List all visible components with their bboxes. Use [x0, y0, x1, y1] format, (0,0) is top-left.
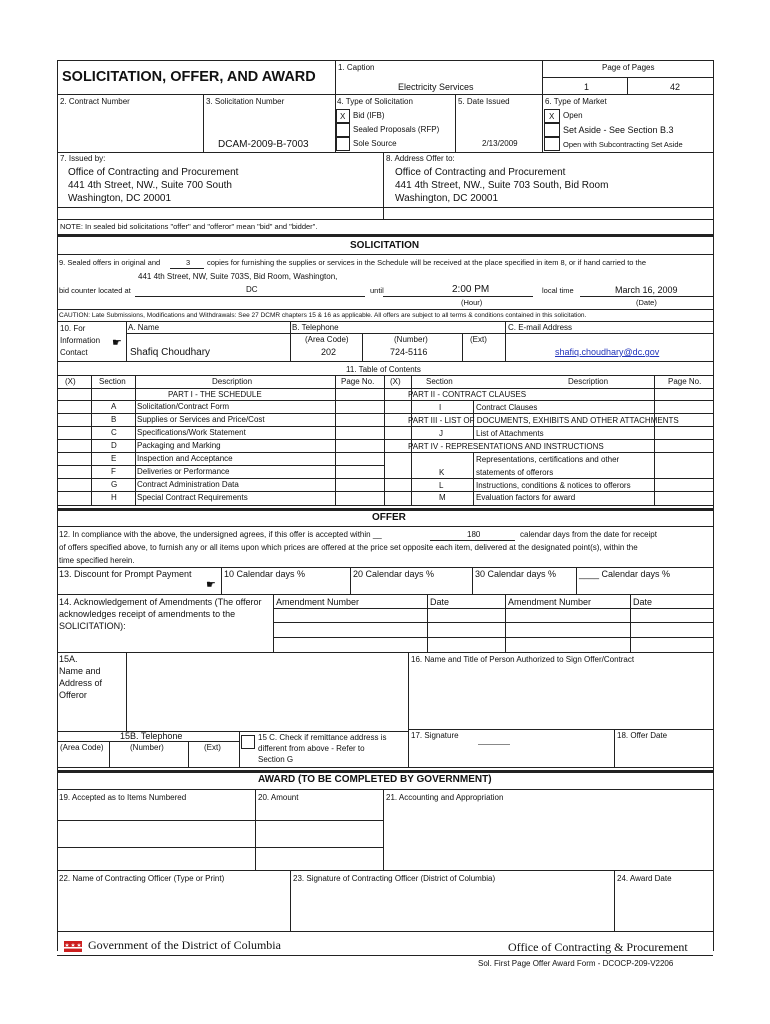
- info-contact-label: Information: [60, 336, 101, 345]
- rule: [57, 505, 713, 506]
- remittance-label: different from above - Refer to: [258, 744, 365, 753]
- rule: [57, 152, 713, 153]
- total-pages: 42: [670, 82, 681, 92]
- rule: [576, 567, 577, 594]
- rule: [126, 321, 127, 361]
- discount-custom-days: ____ Calendar days %: [579, 569, 671, 579]
- phone-number: 724-5116: [390, 347, 428, 357]
- rule: [57, 955, 713, 956]
- rule: [57, 526, 713, 527]
- rule: [455, 94, 456, 153]
- rule: [273, 622, 713, 623]
- amount-label: 20. Amount: [258, 793, 299, 802]
- authorized-person-label: 16. Name and Title of Person Authorized to Sign Offer/Contract: [411, 655, 635, 664]
- rule: [239, 731, 240, 767]
- toc-row-section: K: [439, 468, 445, 477]
- remittance-label: Section G: [258, 755, 294, 764]
- toc-row-section: G: [111, 480, 118, 489]
- hour-label: (Hour): [461, 298, 483, 307]
- toc-row-description: statements of offerors: [476, 468, 554, 477]
- bid-counter-label: bid counter located at: [59, 286, 131, 295]
- caption-label: 1. Caption: [338, 63, 375, 72]
- toc-row-section: M: [439, 493, 446, 502]
- checkbox-mark: X: [340, 112, 346, 121]
- rule: [203, 94, 204, 153]
- toc-row-description: List of Attachments: [476, 429, 544, 438]
- amendment-date-header: Date: [633, 597, 653, 607]
- toc-part3: PART III - LIST OF DOCUMENTS, EXHIBITS AND OTHER ATTACHMENTS: [408, 416, 679, 425]
- rule: [57, 375, 713, 376]
- form-title: SOLICITATION, OFFER, AND AWARD: [62, 69, 316, 85]
- rule: [57, 741, 239, 742]
- pointing-hand-icon: ☛: [112, 337, 122, 349]
- offeror-label: Address of: [59, 678, 103, 688]
- rule: [384, 439, 713, 440]
- issued-by-label: 7. Issued by:: [60, 154, 106, 163]
- rule: [362, 333, 363, 361]
- telephone-label: B. Telephone: [292, 323, 339, 332]
- rule: [57, 789, 713, 790]
- area-code-label: (Area Code): [305, 335, 349, 344]
- toc-col-x: (X): [65, 377, 76, 386]
- offeror-number-label: (Number): [130, 743, 164, 752]
- rule: [57, 321, 713, 322]
- toc-row-section: H: [111, 493, 117, 502]
- toc-row: [57, 452, 335, 465]
- toc-col-x: (X): [390, 377, 401, 386]
- rule: [505, 594, 506, 652]
- item12-text: time specified herein.: [59, 556, 135, 565]
- signature-line[interactable]: [478, 744, 510, 745]
- rule: [430, 540, 515, 541]
- offeror-label: Name and: [59, 666, 101, 676]
- rule: [57, 931, 713, 932]
- rule: [384, 375, 385, 505]
- offeror-label: Offeror: [59, 690, 87, 700]
- rule: [57, 309, 713, 310]
- toc-col-description: Description: [568, 377, 609, 386]
- toc-row: [57, 400, 335, 413]
- toc-row-description: Solicitation/Contract Form: [137, 402, 230, 411]
- rule: [290, 321, 291, 361]
- discount-label: 13. Discount for Prompt Payment: [59, 569, 192, 579]
- place-line: 441 4th Street, NW, Suite 703S, Bid Room, Washington,: [138, 272, 338, 281]
- toc-col-description: Description: [212, 377, 253, 386]
- rule: [57, 413, 384, 414]
- rule: [57, 491, 384, 492]
- toc-row: [57, 413, 335, 426]
- sol-type-rfp: Sealed Proposals (RFP): [353, 125, 440, 134]
- rule: [57, 508, 713, 511]
- toc-part1: PART I - THE SCHEDULE: [168, 390, 262, 399]
- item12-text: calendar days from the date for receipt: [520, 530, 657, 539]
- rule: [57, 652, 713, 653]
- item9-text: 9. Sealed offers in original and: [59, 258, 161, 267]
- issued-by-line: 441 4th Street, NW., Suite 700 South: [68, 180, 232, 191]
- address-offer-line: Office of Contracting and Procurement: [395, 167, 566, 178]
- sol-type-bid: Bid (IFB): [353, 111, 385, 120]
- rule: [57, 770, 713, 773]
- rule: [170, 268, 204, 269]
- toc-part4: PART IV - REPRESENTATIONS AND INSTRUCTIONS: [408, 442, 604, 451]
- dc-flag-svg: [64, 941, 82, 952]
- rule: [57, 465, 384, 466]
- rule: [109, 741, 110, 767]
- discount-30-days: 30 Calendar days %: [475, 569, 557, 579]
- toc-row-section: J: [439, 429, 443, 438]
- info-contact-label: Contact: [60, 348, 88, 357]
- rule: [57, 361, 713, 362]
- item12-text: 12. In compliance with the above, the undersigned agrees, if this offer is accepted within __: [59, 530, 382, 539]
- rule: [427, 594, 428, 652]
- government-name: Government of the District of Columbia: [88, 938, 281, 952]
- rule: [383, 152, 384, 219]
- rule: [384, 452, 713, 453]
- offer-date-label: 18. Offer Date: [617, 731, 668, 740]
- rule: [654, 375, 655, 505]
- ext-label: (Ext): [470, 335, 487, 344]
- rule: [408, 729, 713, 730]
- rule: [57, 567, 713, 568]
- info-contact-label: 10. For: [60, 324, 86, 333]
- rule: [350, 567, 351, 594]
- rule: [384, 413, 713, 414]
- toc-row-description: Specifications/Work Statement: [137, 428, 246, 437]
- rule: [57, 731, 408, 732]
- rule: [384, 426, 713, 427]
- contracting-officer-signature-label: 23. Signature of Contracting Officer (District of Columbia): [293, 874, 496, 883]
- market-set-aside: Set Aside - See Section B.3: [563, 125, 674, 135]
- rule: [57, 254, 713, 255]
- solicitation-heading: SOLICITATION: [350, 240, 420, 251]
- rule: [188, 741, 189, 767]
- date-label: (Date): [636, 298, 657, 307]
- copies-count: 3: [186, 258, 191, 267]
- offeror-ext-label: (Ext): [204, 743, 221, 752]
- rule: [57, 219, 713, 220]
- type-of-solicitation-label: 4. Type of Solicitation: [337, 97, 413, 106]
- sol-type-sole: Sole Source: [353, 139, 397, 148]
- rule: [57, 847, 383, 848]
- place-line: DC: [246, 285, 258, 294]
- award-date-label: 24. Award Date: [617, 874, 672, 883]
- rule: [57, 594, 713, 595]
- issued-by-line: Office of Contracting and Procurement: [68, 167, 239, 178]
- area-code: 202: [321, 347, 337, 357]
- type-of-market-label: 6. Type of Market: [545, 97, 607, 106]
- caption-value: Electricity Services: [398, 82, 474, 92]
- discount-20-days: 20 Calendar days %: [353, 569, 435, 579]
- receipt-date: March 16, 2009: [615, 285, 678, 295]
- subcontracting-checkbox[interactable]: [544, 137, 560, 151]
- sole-source-checkbox[interactable]: [336, 137, 350, 151]
- offeror-telephone-label: 15B. Telephone: [120, 731, 183, 741]
- rule: [290, 870, 291, 931]
- toc-row-description: Inspection and Acceptance: [137, 454, 233, 463]
- toc-row: [57, 465, 335, 478]
- toc-row-description: Packaging and Marking: [137, 441, 221, 450]
- rule: [580, 296, 713, 297]
- toc-row-section: I: [439, 403, 442, 412]
- rule: [472, 567, 473, 594]
- ack-amendments-label: acknowledges receipt of amendments to the: [59, 609, 236, 619]
- rule: [542, 60, 543, 153]
- rule: [713, 60, 714, 951]
- rule: [630, 594, 631, 652]
- toc-row-description: Contract Clauses: [476, 403, 538, 412]
- rule: [614, 729, 615, 767]
- address-offer-line: 441 4th Street, NW., Suite 703 South, Bid Room: [395, 180, 609, 191]
- rule: [384, 491, 713, 492]
- rule: [221, 567, 222, 594]
- office-name: Office of Contracting & Procurement: [508, 940, 688, 954]
- contact-name: Shafiq Choudhary: [130, 347, 211, 358]
- rule: [57, 388, 713, 389]
- contact-name-label: A. Name: [128, 323, 160, 332]
- toc-col-section: Section: [99, 377, 126, 386]
- accounting-label: 21. Accounting and Appropriation: [386, 793, 504, 802]
- rule: [273, 608, 713, 609]
- toc-row: [57, 426, 335, 439]
- note: NOTE: In sealed bid solicitations "offer" and "offeror" mean "bid" and "bidder".: [60, 222, 318, 231]
- market-open: Open: [563, 111, 583, 120]
- rule: [383, 789, 384, 871]
- local-time-label: local time: [542, 286, 574, 295]
- open-market-checkbox[interactable]: [544, 109, 560, 123]
- toc-row-section: L: [439, 481, 444, 490]
- toc-row-section: E: [111, 454, 117, 463]
- toc-row: [57, 491, 335, 504]
- receipt-time: 2:00 PM: [452, 284, 490, 295]
- contact-email-link[interactable]: shafiq.choudhary@dc.gov: [555, 347, 660, 357]
- rule: [384, 478, 713, 479]
- toc-col-page: Page No.: [668, 377, 702, 386]
- toc-row-description: Contract Administration Data: [137, 480, 239, 489]
- rule: [462, 333, 463, 361]
- bid-ifb-checkbox[interactable]: [336, 109, 350, 123]
- contracting-officer-name-label: 22. Name of Contracting Officer (Type or Print): [59, 874, 225, 883]
- issued-by-line: Washington, DC 20001: [68, 193, 172, 204]
- offeror-label: 15A.: [59, 654, 78, 664]
- toc-row-description: Representations, certifications and other: [476, 455, 620, 464]
- toc-row-description: Supplies or Services and Price/Cost: [137, 415, 265, 424]
- acceptance-days: 180: [467, 530, 481, 539]
- amendment-number-header: Amendment Number: [276, 597, 360, 607]
- page-of-pages-label: Page of Pages: [602, 63, 655, 72]
- rule: [57, 426, 384, 427]
- rule: [57, 820, 383, 821]
- page-number: 1: [584, 82, 590, 92]
- toc-row-description: Deliveries or Performance: [137, 467, 230, 476]
- email-label: C. E-mail Address: [508, 323, 573, 332]
- toc-row-section: F: [111, 467, 116, 476]
- toc-part2: PART II - CONTRACT CLAUSES: [408, 390, 527, 399]
- discount-10-days: 10 Calendar days %: [224, 569, 306, 579]
- rule: [135, 296, 365, 297]
- set-aside-checkbox[interactable]: [544, 123, 560, 137]
- rule: [57, 767, 713, 768]
- toc-row-section: B: [111, 415, 117, 424]
- item9-text: copies for furnishing the supplies or services in the Schedule will be received at the place specified in item 8, or if hand carried to the: [207, 258, 646, 267]
- checkbox-mark: X: [549, 112, 555, 121]
- rule: [273, 594, 274, 652]
- rule: [126, 333, 713, 334]
- amendment-number-header: Amendment Number: [508, 597, 592, 607]
- item12-text: of offers specified above, to furnish any or all items upon which prices are offered at the price set opposite each item, delivered at the designated point(s), within the: [59, 543, 638, 552]
- rule: [408, 652, 409, 767]
- dc-flag-icon: [64, 939, 82, 950]
- until-label: until: [370, 286, 384, 295]
- toc-row: [57, 439, 335, 452]
- rule: [57, 60, 713, 61]
- toc-row-description: Instructions, conditions & notices to offerors: [476, 481, 631, 490]
- solicitation-number: DCAM-2009-B-7003: [218, 139, 309, 150]
- rule: [57, 478, 384, 479]
- award-heading: AWARD (TO BE COMPLETED BY GOVERNMENT): [258, 774, 492, 785]
- rule: [57, 452, 384, 453]
- toc-row-section: A: [111, 402, 117, 411]
- rule: [255, 789, 256, 871]
- rule: [57, 94, 713, 95]
- toc-heading: 11. Table of Contents: [346, 365, 421, 374]
- toc-row-section: C: [111, 428, 117, 437]
- rule: [57, 234, 713, 237]
- rule: [335, 375, 336, 505]
- number-label: (Number): [394, 335, 428, 344]
- ack-amendments-label: SOLICITATION):: [59, 621, 126, 631]
- rule: [505, 321, 506, 361]
- date-issued: 2/13/2009: [482, 139, 518, 148]
- solicitation-number-label: 3. Solicitation Number: [206, 97, 285, 106]
- signature-label: 17. Signature: [411, 731, 459, 740]
- address-offer-label: 8. Address Offer to:: [386, 154, 455, 163]
- ack-amendments-label: 14. Acknowledgement of Amendments (The offeror: [59, 597, 262, 607]
- rule: [627, 77, 628, 94]
- offer-heading: OFFER: [372, 512, 406, 523]
- rule: [57, 207, 713, 208]
- toc-row-section: D: [111, 441, 117, 450]
- caution-text: CAUTION: Late Submissions, Modifications and Withdrawals: See 27 DCMR chapters 15 & 16 as applicable. All offers are subject to all terms & conditions contained in this solicitation.: [59, 312, 587, 319]
- toc-row-description: Special Contract Requirements: [137, 493, 248, 502]
- accepted-items-label: 19. Accepted as to Items Numbered: [59, 793, 187, 802]
- rule: [273, 637, 713, 638]
- rule: [126, 652, 127, 732]
- rule: [614, 870, 615, 931]
- rfp-checkbox[interactable]: [336, 123, 350, 137]
- pointing-hand-icon: ☛: [206, 579, 216, 591]
- toc-row-description: Evaluation factors for award: [476, 493, 576, 502]
- date-issued-label: 5. Date Issued: [458, 97, 510, 106]
- amendment-date-header: Date: [430, 597, 450, 607]
- remittance-label: 15 C. Check if remittance address is: [258, 733, 387, 742]
- toc-col-page: Page No.: [341, 377, 375, 386]
- rule: [57, 439, 384, 440]
- contract-number-label: 2. Contract Number: [60, 97, 130, 106]
- remittance-checkbox[interactable]: [241, 735, 255, 749]
- toc-col-section: Section: [426, 377, 453, 386]
- rule: [383, 296, 533, 297]
- offeror-area-code-label: (Area Code): [60, 743, 104, 752]
- market-open-sub: Open with Subcontracting Set Aside: [563, 140, 683, 149]
- form-id: Sol. First Page Offer Award Form - DCOCP-209-V2206: [478, 959, 674, 968]
- address-offer-line: Washington, DC 20001: [395, 193, 499, 204]
- toc-row: [57, 478, 335, 491]
